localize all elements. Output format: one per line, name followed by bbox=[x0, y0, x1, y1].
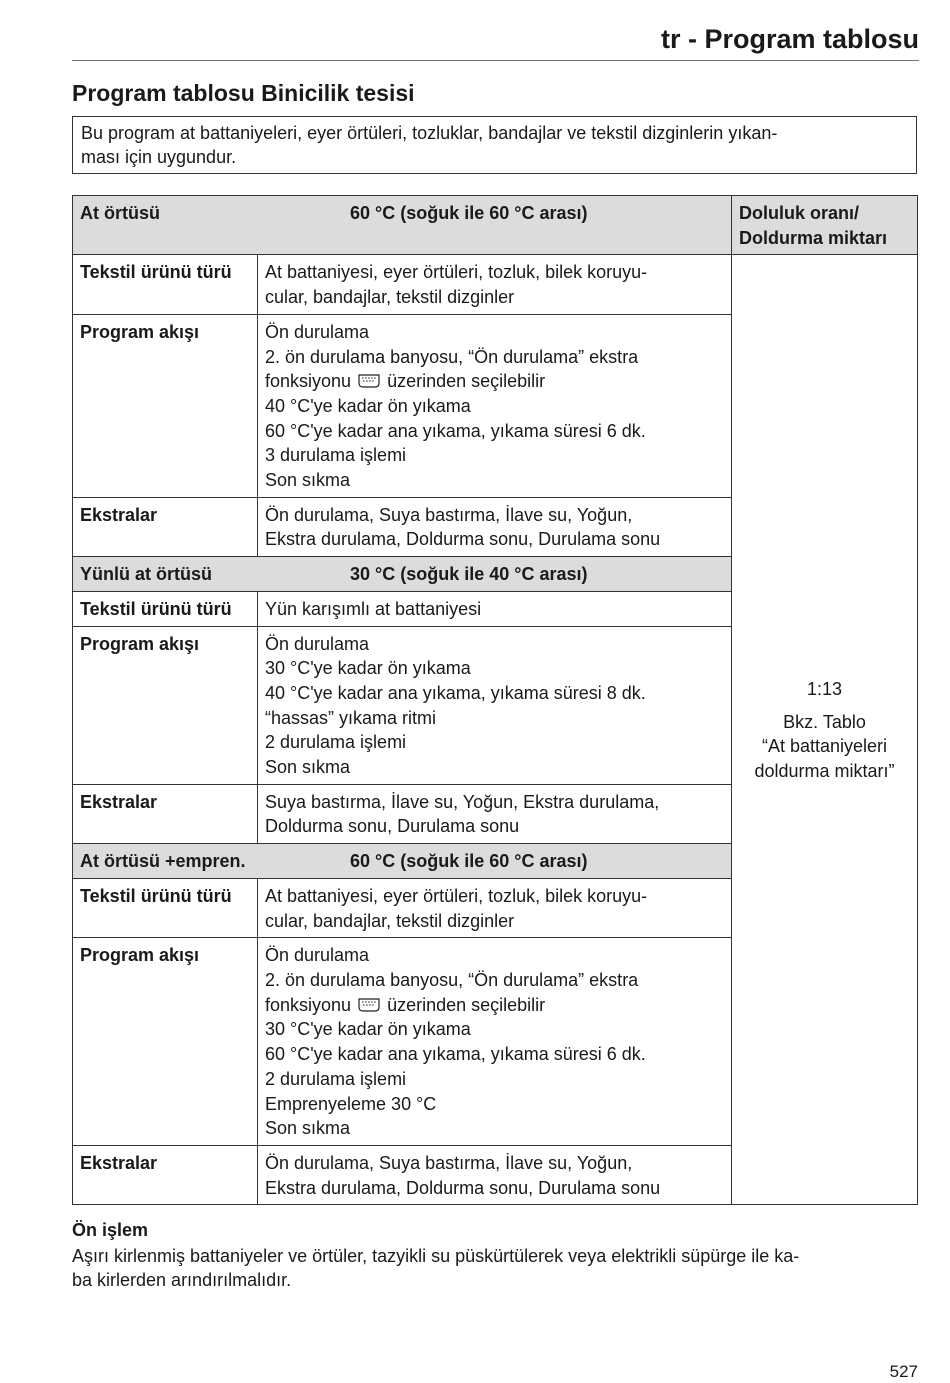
fill-header-line: Doluluk oranı/ bbox=[739, 203, 860, 223]
program-temperature: 60 °C (soğuk ile 60 °C arası) bbox=[350, 851, 588, 872]
value-line: 60 °C'ye kadar ana yıkama, yıkama süresi 6 dk. bbox=[265, 420, 646, 441]
row-label: Program akışı bbox=[73, 626, 258, 784]
fill-note-line: “At battaniyeleri bbox=[761, 736, 888, 757]
fill-header-line: Doldurma miktarı bbox=[739, 227, 888, 248]
program-name: At örtüsü bbox=[80, 203, 160, 223]
row-value bbox=[258, 784, 732, 843]
value-line: 2 durulama işlemi bbox=[265, 732, 407, 753]
header-title: tr - Program tablosu bbox=[660, 24, 919, 54]
value-line: Emprenyeleme 30 °C bbox=[265, 1093, 437, 1114]
row-value bbox=[258, 626, 732, 784]
value-text: üzerinden seçilebilir bbox=[387, 994, 546, 1015]
page-header bbox=[72, 20, 919, 61]
fill-amount-cell bbox=[732, 255, 918, 1205]
fill-header-cell bbox=[732, 196, 918, 255]
row-value bbox=[258, 938, 732, 1146]
program-temperature: 60 °C (soğuk ile 60 °C arası) bbox=[350, 203, 588, 223]
program-table bbox=[72, 195, 918, 1205]
footnote-title: Ön işlem bbox=[72, 1220, 149, 1240]
table-row bbox=[73, 255, 918, 314]
footnote-text bbox=[72, 1244, 918, 1292]
row-label: Ekstralar bbox=[73, 1145, 258, 1204]
value-line: 60 °C'ye kadar ana yıkama, yıkama süresi 6 dk. bbox=[265, 1044, 646, 1065]
row-label: Tekstil ürünü türü bbox=[73, 591, 258, 626]
row-value bbox=[258, 878, 732, 937]
fill-note-line: Bkz. Tablo bbox=[783, 711, 866, 732]
fill-ratio: 1:13 bbox=[806, 678, 843, 699]
value-line: “hassas” yıkama ritmi bbox=[265, 707, 437, 728]
value-line: cular, bandajlar, tekstil dizginler bbox=[265, 287, 515, 308]
row-label: Program akışı bbox=[73, 314, 258, 497]
value-line: Son sıkma bbox=[265, 470, 351, 491]
value-line: 40 °C'ye kadar ana yıkama, yıkama süresi 8 dk. bbox=[265, 682, 646, 703]
intro-box bbox=[72, 116, 917, 174]
program-name: At örtüsü +empren. bbox=[80, 851, 246, 872]
row-label: Program akışı bbox=[73, 938, 258, 1146]
value-line: Son sıkma bbox=[265, 757, 351, 778]
value-line: Doldurma sonu, Durulama sonu bbox=[265, 816, 520, 837]
value-line: Ön durulama bbox=[265, 945, 370, 966]
value-line: Suya bastırma, İlave su, Yoğun, Ekstra durulama, bbox=[265, 791, 660, 812]
value-line: At battaniyesi, eyer örtüleri, tozluk, bilek koruyu- bbox=[265, 262, 648, 283]
row-label: Tekstil ürünü türü bbox=[73, 255, 258, 314]
value-line: 3 durulama işlemi bbox=[265, 445, 407, 466]
program-header-cell bbox=[73, 844, 732, 879]
footnote-line: Aşırı kirlenmiş battaniyeler ve örtüler, tazyikli su püskürtülerek veya elektrikli süpürge ile ka- bbox=[72, 1246, 800, 1266]
prewash-tub-icon bbox=[358, 998, 380, 1012]
value-line: Ön durulama, Suya bastırma, İlave su, Yoğun, bbox=[265, 504, 633, 525]
footnote-line: ba kirlerden arındırılmalıdır. bbox=[72, 1270, 292, 1290]
program-name: Yünlü at örtüsü bbox=[80, 564, 212, 585]
row-label: Ekstralar bbox=[73, 497, 258, 556]
value-line: 2. ön durulama banyosu, “Ön durulama” ekstra bbox=[265, 969, 639, 990]
row-value bbox=[258, 255, 732, 314]
program-header-row bbox=[73, 196, 918, 255]
value-line: Ön durulama bbox=[265, 321, 370, 342]
value-line: At battaniyesi, eyer örtüleri, tozluk, bilek koruyu- bbox=[265, 885, 648, 906]
fill-note-line: doldurma miktarı” bbox=[754, 761, 895, 782]
value-line: cular, bandajlar, tekstil dizginler bbox=[265, 910, 515, 931]
row-value bbox=[258, 314, 732, 497]
intro-line: ması için uygundur. bbox=[81, 147, 237, 167]
program-header-cell bbox=[73, 196, 732, 255]
value-line: 30 °C'ye kadar ön yıkama bbox=[265, 1019, 471, 1040]
value-line bbox=[265, 993, 724, 1018]
value-line: 30 °C'ye kadar ön yıkama bbox=[265, 658, 471, 679]
value-line bbox=[265, 369, 724, 394]
row-label: Tekstil ürünü türü bbox=[73, 878, 258, 937]
value-line: Ön durulama, Suya bastırma, İlave su, Yoğun, bbox=[265, 1152, 633, 1173]
row-value bbox=[258, 497, 732, 556]
intro-line: Bu program at battaniyeleri, eyer örtüleri, tozluklar, bandajlar ve tekstil dizginlerin yıkan- bbox=[81, 123, 778, 143]
row-value bbox=[258, 591, 732, 626]
section-title: Program tablosu Binicilik tesisi bbox=[72, 80, 415, 106]
value-line: Ön durulama bbox=[265, 633, 370, 654]
value-text: fonksiyonu bbox=[265, 994, 352, 1015]
value-line: Son sıkma bbox=[265, 1118, 351, 1139]
value-text: fonksiyonu bbox=[265, 371, 352, 392]
value-line: 2. ön durulama banyosu, “Ön durulama” ekstra bbox=[265, 346, 639, 367]
program-header-cell bbox=[73, 557, 732, 592]
value-line: 40 °C'ye kadar ön yıkama bbox=[265, 395, 471, 416]
value-line: Yün karışımlı at battaniyesi bbox=[265, 598, 482, 619]
value-line: 2 durulama işlemi bbox=[265, 1068, 407, 1089]
row-value bbox=[258, 1145, 732, 1204]
page-number: 527 bbox=[889, 1362, 918, 1381]
program-temperature: 30 °C (soğuk ile 40 °C arası) bbox=[350, 564, 588, 585]
value-text: üzerinden seçilebilir bbox=[387, 371, 546, 392]
value-line: Ekstra durulama, Doldurma sonu, Durulama sonu bbox=[265, 529, 661, 550]
value-line: Ekstra durulama, Doldurma sonu, Durulama sonu bbox=[265, 1177, 661, 1198]
prewash-tub-icon bbox=[358, 374, 380, 388]
row-label: Ekstralar bbox=[73, 784, 258, 843]
